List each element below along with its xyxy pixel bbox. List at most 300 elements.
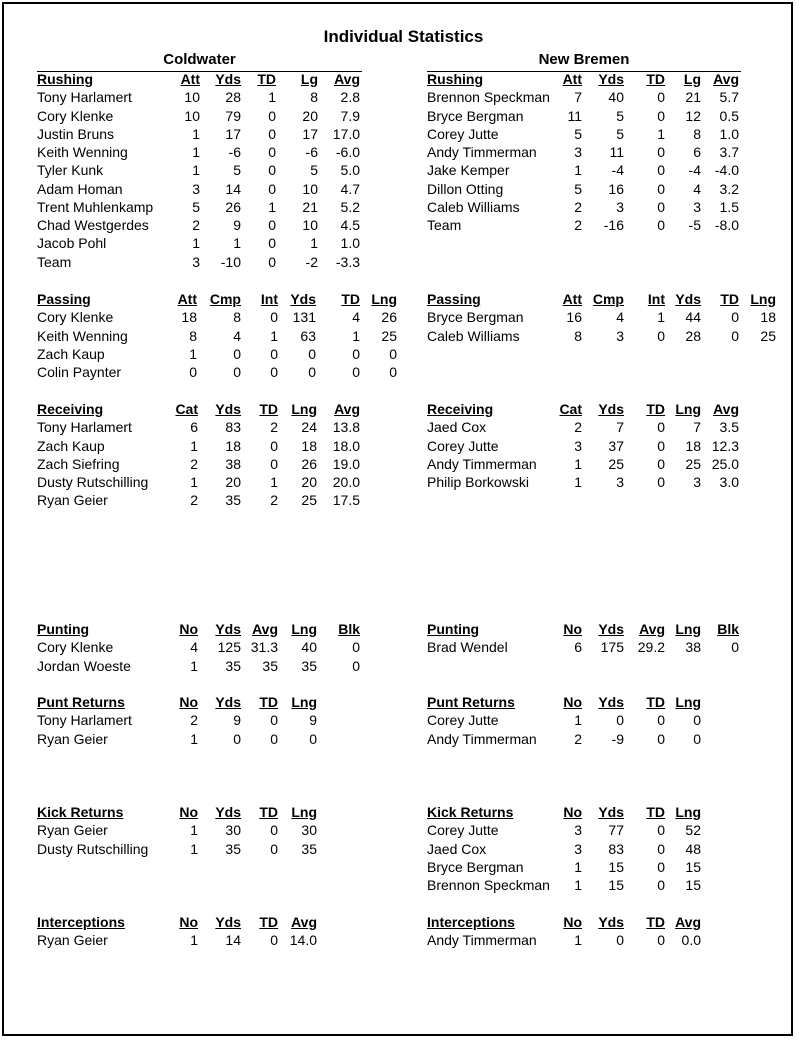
- table-row: [427, 216, 787, 234]
- stat-no: 1: [574, 877, 582, 893]
- stat-td: 0: [657, 198, 665, 215]
- column-header-blk: Blk: [717, 621, 739, 637]
- player-name: Colin Paynter: [37, 364, 122, 380]
- column-header-no: No: [179, 914, 198, 930]
- stat-int: 1: [657, 309, 665, 326]
- player-name: Andy Timmerman: [427, 932, 537, 949]
- stat-att: 1: [192, 235, 200, 252]
- player-name: Zach Kaup: [37, 437, 105, 454]
- player-name: Bryce Bergman: [427, 858, 524, 875]
- column-header-no: No: [563, 804, 582, 820]
- stat-lng: 3: [693, 474, 701, 490]
- stat-no: 1: [190, 822, 198, 839]
- stat-yds: 3: [616, 474, 624, 490]
- stat-int: 1: [270, 327, 278, 344]
- section-title: Punting: [37, 621, 90, 637]
- stat-td: 2: [270, 492, 278, 509]
- stat-td: 0: [352, 345, 360, 362]
- stat-avg: 4.7: [340, 180, 360, 197]
- stat-no: 1: [574, 712, 582, 729]
- stat-yds: 17: [225, 125, 241, 142]
- stat-yds: -10: [220, 253, 241, 270]
- table-row: [37, 345, 397, 363]
- column-header-lng: Lng: [675, 804, 701, 820]
- player-name: Zach Kaup: [37, 345, 105, 362]
- stat-avg: 3.2: [719, 180, 739, 197]
- stat-lg: 8: [693, 125, 701, 142]
- stat-td: 0: [268, 217, 276, 233]
- stat-td: 2: [270, 419, 278, 436]
- stat-avg: 20.0: [332, 474, 360, 490]
- passing-table-right: [427, 290, 787, 345]
- stat-lng: 25: [381, 327, 397, 344]
- stat-yds: 0: [308, 345, 316, 362]
- column-header-lng: Lng: [675, 621, 701, 637]
- column-header-no: No: [179, 804, 198, 820]
- stat-yds: 15: [608, 877, 624, 893]
- stat-avg: 7.9: [340, 107, 360, 124]
- section-title: Punt Returns: [37, 694, 125, 710]
- stat-yds: 0: [616, 712, 624, 729]
- stat-lng: 0: [693, 712, 701, 729]
- passing-table-left: [37, 290, 397, 381]
- table-row: [427, 730, 787, 748]
- stat-lg: -2: [305, 253, 318, 270]
- column-header-td: TD: [259, 804, 278, 820]
- column-header-lng: Lng: [750, 291, 776, 307]
- player-name: Corey Jutte: [427, 712, 499, 729]
- interceptions-table-right: [427, 913, 787, 950]
- stat-td: 0: [268, 107, 276, 124]
- table-row: [37, 455, 397, 473]
- stat-cat: 1: [574, 455, 582, 472]
- stat-avg: -4.0: [714, 162, 739, 179]
- stat-yds: 38: [225, 455, 241, 472]
- player-name: Corey Jutte: [427, 437, 499, 454]
- section-title: Interceptions: [427, 914, 515, 930]
- column-header-td: TD: [646, 401, 665, 417]
- column-header-yds: Yds: [675, 291, 701, 307]
- player-name: Jordan Woeste: [37, 657, 131, 674]
- stat-td: 0: [657, 474, 665, 490]
- stat-td: 0: [657, 89, 665, 106]
- stat-yds: 15: [608, 858, 624, 875]
- table-row: [37, 125, 397, 143]
- stat-td: 0: [731, 327, 739, 344]
- stat-lg: -4: [688, 162, 701, 179]
- table-row: [37, 638, 397, 656]
- stat-yds: 131: [292, 309, 316, 326]
- stat-td: 0: [657, 144, 665, 160]
- stat-lng: 18: [301, 437, 317, 454]
- stat-avg: 29.2: [637, 639, 665, 656]
- table-header-row: [37, 913, 397, 931]
- stat-yds: 26: [225, 198, 241, 215]
- table-header-row: [37, 803, 397, 821]
- player-name: Dusty Rutschilling: [37, 474, 149, 490]
- column-header-att: Att: [562, 291, 582, 307]
- column-header-td: TD: [341, 291, 360, 307]
- player-name: Trent Muhlenkamp: [37, 198, 154, 215]
- stat-avg: 3.7: [719, 144, 739, 160]
- stat-yds: 125: [217, 639, 241, 656]
- section-title: Receiving: [37, 401, 104, 417]
- player-name: Zach Siefring: [37, 455, 120, 472]
- table-row: [427, 711, 787, 729]
- stat-avg: 2.8: [340, 89, 360, 106]
- player-name: Chad Westgerdes: [37, 217, 149, 233]
- column-header-yds: Yds: [598, 804, 624, 820]
- column-header-lng: Lng: [675, 401, 701, 417]
- stat-td: 1: [268, 198, 276, 215]
- stat-att: 3: [192, 180, 200, 197]
- stat-yds: 44: [685, 309, 701, 326]
- column-header-int: Int: [647, 291, 665, 307]
- stat-yds: 5: [233, 162, 241, 179]
- player-name: Tony Harlamert: [37, 712, 132, 729]
- column-header-avg: Avg: [713, 71, 739, 87]
- table-row: [427, 161, 787, 179]
- stat-avg: 31.3: [250, 639, 278, 656]
- stat-avg: 1.0: [719, 125, 739, 142]
- stat-att: 2: [192, 217, 200, 233]
- stat-cmp: 0: [233, 345, 241, 362]
- stat-yds: 83: [225, 419, 241, 436]
- player-name: Ryan Geier: [37, 492, 108, 509]
- stat-yds: 20: [225, 474, 241, 490]
- column-header-lng: Lng: [291, 621, 317, 637]
- stat-lng: 25: [301, 492, 317, 509]
- player-name: Bryce Bergman: [427, 107, 524, 124]
- column-header-yds: Yds: [215, 401, 241, 417]
- table-row: [427, 931, 787, 949]
- player-name: Corey Jutte: [427, 822, 499, 839]
- stat-yds: 0: [233, 730, 241, 747]
- column-header-yds: Yds: [290, 291, 316, 307]
- stat-lg: 10: [302, 217, 318, 233]
- stat-yds: 0: [308, 364, 316, 380]
- stat-td: 0: [657, 858, 665, 875]
- table-row: [37, 180, 397, 198]
- player-name: Caleb Williams: [427, 198, 520, 215]
- stat-yds: 63: [300, 327, 316, 344]
- stat-cat: 2: [574, 419, 582, 436]
- table-row: [37, 88, 397, 106]
- column-header-yds: Yds: [598, 401, 624, 417]
- stat-yds: 40: [608, 89, 624, 106]
- stat-yds: 9: [233, 217, 241, 233]
- rushing-table-right: [427, 70, 787, 234]
- player-name: Dillon Otting: [427, 180, 504, 197]
- stat-yds: 25: [608, 455, 624, 472]
- column-header-avg: Avg: [334, 401, 360, 417]
- stat-avg: 3.5: [719, 419, 739, 436]
- stat-yds: 28: [225, 89, 241, 106]
- player-name: Caleb Williams: [427, 327, 520, 344]
- column-header-lg: Lg: [683, 71, 701, 87]
- column-header-cmp: Cmp: [592, 291, 624, 307]
- table-row: [37, 308, 397, 326]
- stat-att: 16: [566, 309, 582, 326]
- table-row: [37, 161, 397, 179]
- player-name: Justin Bruns: [37, 125, 115, 142]
- stat-lg: 20: [302, 107, 318, 124]
- column-header-td: TD: [646, 804, 665, 820]
- stat-yds: -16: [603, 217, 624, 233]
- table-row: [37, 198, 397, 216]
- stat-att: 5: [192, 198, 200, 215]
- table-header-row: [37, 620, 397, 638]
- stat-yds: 16: [608, 180, 624, 197]
- section-title: Kick Returns: [427, 804, 514, 820]
- table-row: [427, 876, 787, 894]
- column-header-avg: Avg: [675, 914, 701, 930]
- player-name: Ryan Geier: [37, 822, 108, 839]
- table-row: [427, 143, 787, 161]
- stat-td: 0: [268, 162, 276, 179]
- stat-lng: 0: [309, 730, 317, 747]
- stat-avg: 17.0: [332, 125, 360, 142]
- table-row: [37, 216, 397, 234]
- section-title: Kick Returns: [37, 804, 124, 820]
- column-header-int: Int: [260, 291, 278, 307]
- column-header-td: TD: [646, 694, 665, 710]
- table-row: [427, 858, 787, 876]
- column-header-td: TD: [720, 291, 739, 307]
- stat-lng: 38: [685, 639, 701, 656]
- stat-avg: 5.0: [340, 162, 360, 179]
- column-header-yds: Yds: [598, 694, 624, 710]
- stat-att: 1: [192, 144, 200, 160]
- player-name: Brennon Speckman: [427, 89, 550, 106]
- table-header-row: [427, 913, 787, 931]
- receiving-table-right: [427, 400, 787, 491]
- stat-yds: 79: [225, 107, 241, 124]
- player-name: Ryan Geier: [37, 730, 108, 747]
- stat-att: 1: [574, 162, 582, 179]
- stat-td: 1: [268, 89, 276, 106]
- stat-lg: 4: [693, 180, 701, 197]
- player-name: Cory Klenke: [37, 639, 114, 656]
- table-row: [427, 180, 787, 198]
- stat-att: 2: [574, 198, 582, 215]
- stats-page: [2, 2, 793, 1036]
- player-name: Tony Harlamert: [37, 419, 132, 436]
- stat-lng: 30: [301, 822, 317, 839]
- column-header-td: TD: [259, 694, 278, 710]
- stat-no: 1: [574, 932, 582, 949]
- stat-int: 0: [270, 345, 278, 362]
- stat-avg: 0.5: [719, 107, 739, 124]
- column-header-no: No: [563, 621, 582, 637]
- stat-att: 1: [192, 125, 200, 142]
- stat-td: 0: [731, 309, 739, 326]
- column-header-lng: Lng: [371, 291, 397, 307]
- stat-int: 0: [270, 364, 278, 380]
- stat-cat: 2: [190, 492, 198, 509]
- stat-td: 0: [270, 822, 278, 839]
- stat-td: 0: [270, 437, 278, 454]
- table-row: [37, 931, 397, 949]
- stat-td: 1: [657, 125, 665, 142]
- column-header-td: TD: [257, 71, 276, 87]
- section-title: Receiving: [427, 401, 494, 417]
- player-name: Cory Klenke: [37, 107, 114, 124]
- table-row: [37, 143, 397, 161]
- page-title: Individual Statistics: [323, 27, 484, 46]
- stat-att: 0: [189, 364, 197, 380]
- stat-td: 0: [270, 932, 278, 949]
- stat-yds: 35: [225, 492, 241, 509]
- table-row: [37, 437, 397, 455]
- punting-table-right: [427, 620, 787, 657]
- punting-table-left: [37, 620, 397, 675]
- table-row: [427, 308, 787, 326]
- stat-td: 0: [657, 932, 665, 949]
- stat-att: 11: [567, 107, 582, 124]
- stat-att: 10: [184, 107, 200, 124]
- stat-att: 18: [181, 309, 197, 326]
- table-header-row: [37, 400, 397, 418]
- stat-td: 0: [352, 364, 360, 380]
- stat-td: 0: [270, 455, 278, 472]
- column-header-td: TD: [259, 401, 278, 417]
- stat-td: 0: [657, 822, 665, 839]
- stat-avg: 19.0: [332, 455, 360, 472]
- stat-cmp: 4: [233, 327, 241, 344]
- player-name: Adam Homan: [37, 180, 123, 197]
- stat-td: 0: [657, 180, 665, 197]
- stat-att: 10: [184, 89, 200, 106]
- stat-yds: 35: [225, 840, 241, 857]
- team-name-right: New Bremen: [538, 51, 630, 68]
- stat-yds: 37: [608, 437, 624, 454]
- stat-yds: 30: [225, 822, 241, 839]
- stat-yds: 5: [616, 125, 624, 142]
- column-header-avg: Avg: [334, 71, 360, 87]
- stat-lng: 18: [685, 437, 701, 454]
- column-header-td: TD: [259, 914, 278, 930]
- stat-cat: 1: [574, 474, 582, 490]
- stat-avg: -6.0: [335, 144, 360, 160]
- stat-lg: 5: [310, 162, 318, 179]
- stat-lg: -6: [305, 144, 318, 160]
- stat-no: 1: [190, 730, 198, 747]
- table-header-row: [37, 70, 397, 88]
- table-row: [427, 107, 787, 125]
- stat-no: 2: [190, 712, 198, 729]
- stat-lng: 20: [301, 474, 317, 490]
- stat-cat: 1: [190, 474, 198, 490]
- stat-td: 1: [270, 474, 278, 490]
- table-row: [37, 657, 397, 675]
- stat-lg: 8: [310, 89, 318, 106]
- column-header-yds: Yds: [598, 621, 624, 637]
- kick-returns-table-right: [427, 803, 787, 894]
- column-header-lng: Lng: [291, 694, 317, 710]
- stat-yds: 28: [685, 327, 701, 344]
- player-name: Jaed Cox: [427, 840, 487, 857]
- stat-td: 0: [657, 217, 665, 233]
- stat-avg: 1.0: [340, 235, 360, 252]
- table-header-row: [37, 693, 397, 711]
- stat-yds: 77: [608, 822, 624, 839]
- column-header-cat: Cat: [559, 401, 582, 417]
- stat-avg: 3.0: [719, 474, 739, 490]
- column-header-att: Att: [562, 71, 582, 87]
- stat-avg: -3.3: [335, 253, 360, 270]
- table-row: [37, 711, 397, 729]
- stat-td: 0: [657, 419, 665, 436]
- table-row: [37, 418, 397, 436]
- stat-td: 0: [657, 877, 665, 893]
- stat-att: 7: [574, 89, 582, 106]
- player-name: Ryan Geier: [37, 932, 108, 949]
- table-row: [37, 473, 397, 491]
- column-header-yds: Yds: [215, 71, 241, 87]
- stat-td: 0: [270, 712, 278, 729]
- player-name: Jake Kemper: [427, 162, 510, 179]
- table-header-row: [427, 620, 787, 638]
- stat-lng: 35: [301, 840, 317, 857]
- player-name: Team: [427, 217, 462, 233]
- table-row: [427, 125, 787, 143]
- stat-yds: 7: [616, 419, 624, 436]
- table-row: [427, 840, 787, 858]
- stat-yds: -9: [611, 730, 624, 747]
- rushing-table-left: [37, 70, 397, 271]
- stat-avg: 14.0: [289, 932, 317, 949]
- table-row: [427, 437, 787, 455]
- table-row: [427, 88, 787, 106]
- receiving-table-left: [37, 400, 397, 510]
- table-row: [37, 253, 397, 271]
- section-title: Passing: [37, 291, 91, 307]
- table-row: [427, 327, 787, 345]
- table-header-row: [427, 400, 787, 418]
- table-row: [37, 107, 397, 125]
- player-name: Corey Jutte: [427, 125, 499, 142]
- stat-lng: 25: [685, 455, 701, 472]
- player-name: Philip Borkowski: [427, 474, 529, 490]
- stat-blk: 0: [352, 657, 360, 674]
- stat-lng: 25: [760, 327, 776, 344]
- column-header-cmp: Cmp: [209, 291, 241, 307]
- stat-int: 0: [657, 327, 665, 344]
- stat-cmp: 4: [616, 309, 624, 326]
- stat-lng: 0: [389, 345, 397, 362]
- player-name: Jaed Cox: [427, 419, 487, 436]
- stat-yds: 11: [609, 144, 624, 160]
- stat-lng: 15: [685, 877, 701, 893]
- player-name: Tyler Kunk: [37, 162, 104, 179]
- stat-td: 0: [270, 840, 278, 857]
- player-name: Andy Timmerman: [427, 144, 537, 160]
- column-header-avg: Avg: [639, 621, 665, 637]
- table-row: [37, 327, 397, 345]
- player-name: Brennon Speckman: [427, 877, 550, 893]
- stat-td: 0: [657, 107, 665, 124]
- team-name-left: Coldwater: [163, 51, 236, 68]
- column-header-avg: Avg: [291, 914, 317, 930]
- stat-no: 6: [574, 639, 582, 656]
- column-header-avg: Avg: [252, 621, 278, 637]
- stat-yds: 0: [616, 932, 624, 949]
- stat-lng: 40: [301, 639, 317, 656]
- stat-yds: 14: [225, 180, 241, 197]
- stat-td: 0: [268, 235, 276, 252]
- stat-avg: -8.0: [714, 217, 739, 233]
